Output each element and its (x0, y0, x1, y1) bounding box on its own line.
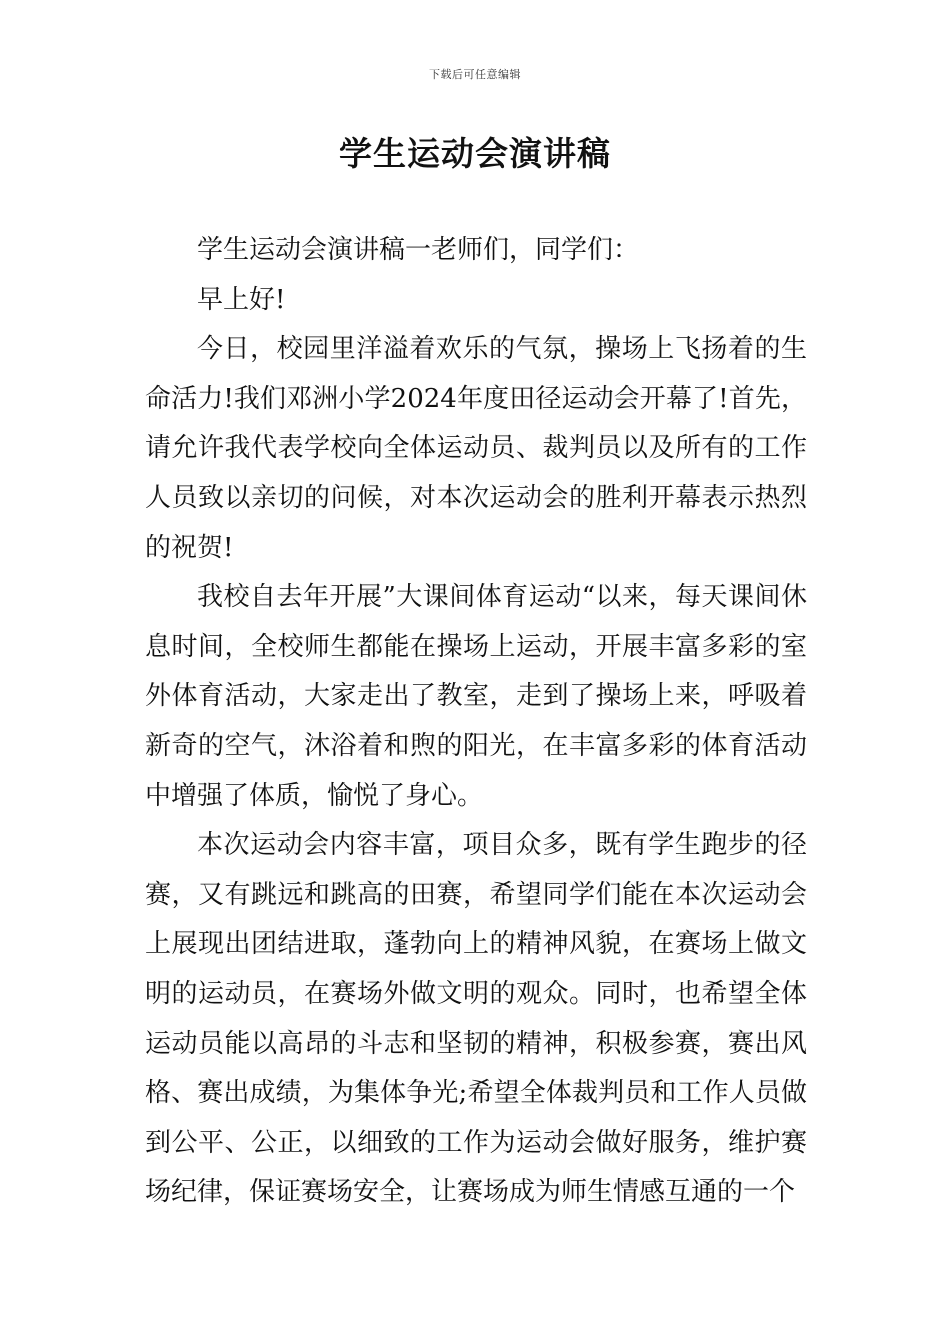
document-title: 学生运动会演讲稿 (339, 134, 611, 173)
paragraph-activities: 我校自去年开展”大课间体育运动“以来，每天课间休息时间，全校师生都能在操场上运动，开展丰富多彩的室外体育活动，大家走出了教室，走到了操场上来，呼吸着新奇的空气，沐浴着和煦的阳光，在丰富多彩的体育活动中增强了体质，愉悦了身心。 (145, 582, 807, 811)
paragraph-greeting: 学生运动会演讲稿一老师们，同学们： (197, 235, 640, 265)
paragraph-opening: 今日，校园里洋溢着欢乐的气氛，操场上飞扬着的生命活力!我们邓洲小学2024年度田径运动会开幕了!首先，请允许我代表学校向全体运动员、裁判员以及所有的工作人员致以亲切的问候，对本次运动会的胜利开幕表示热烈的祝贺! (145, 334, 807, 563)
header-note: 下载后可任意编辑 (429, 68, 521, 81)
paragraph-good-morning: 早上好! (197, 284, 286, 315)
paragraph-events: 本次运动会内容丰富，项目众多，既有学生跑步的径赛，又有跳远和跳高的田赛，希望同学们能在本次运动会上展现出团结进取，蓬勃向上的精神风貌，在赛场上做文明的运动员，在赛场外做文明的观众。同时，也希望全体运动员能以高昂的斗志和坚韧的精神，积极参赛，赛出风格、赛出成绩，为集体争光;希望全体裁判员和工作人员做到公平、公正，以细致的工作为运动会做好服务，维护赛场纪律，保证赛场安全，让赛场成为师生情感互通的一个 (145, 830, 807, 1208)
document-body (145, 226, 807, 1218)
